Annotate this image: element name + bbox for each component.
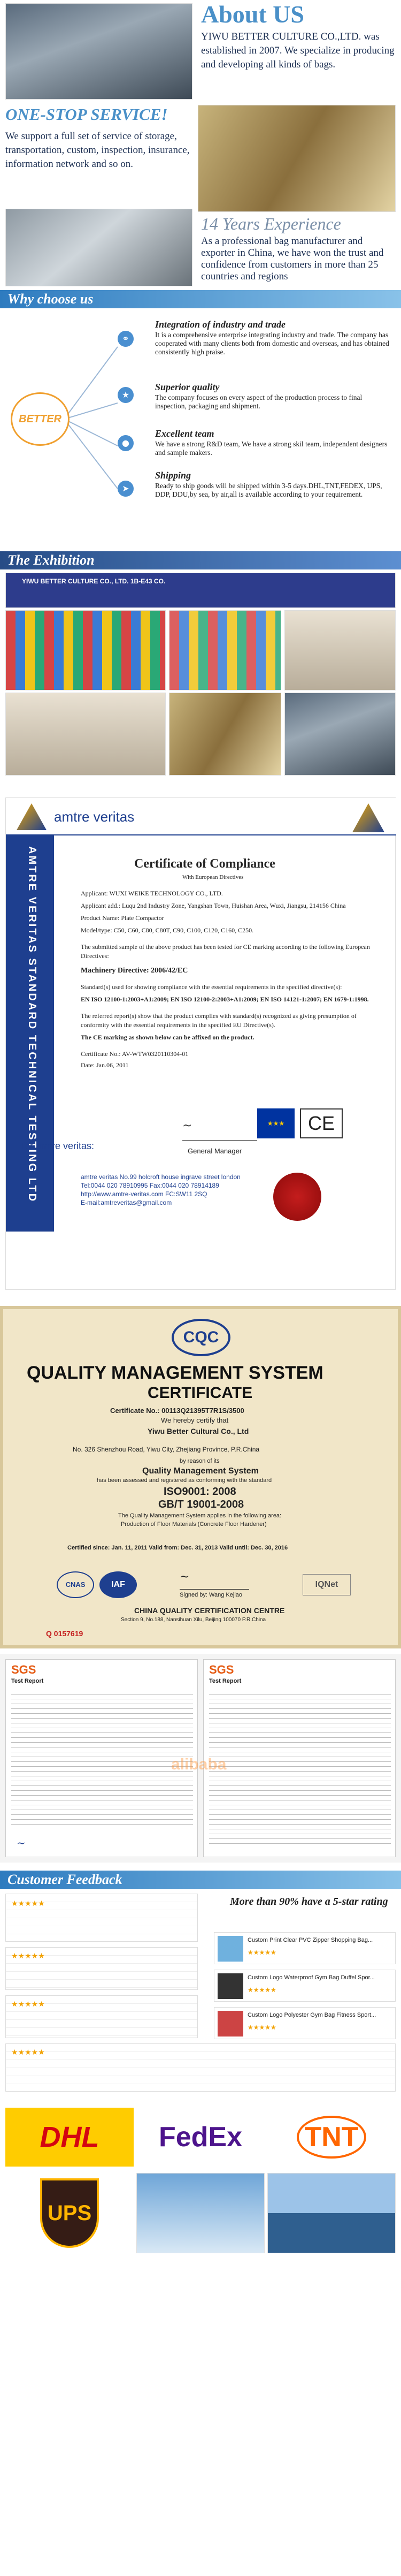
ups-logo <box>5 2173 134 2253</box>
iqnet-badge <box>303 1574 351 1595</box>
sgs-logo-1: SGS <box>11 1663 36 1676</box>
cqc-signed: Signed by: Wang Kejiao <box>180 1592 242 1598</box>
cert1-line: Certificate No.: AV-WTW0320110304-01 <box>81 1050 189 1058</box>
cert1-title: Certificate of Compliance <box>134 857 275 871</box>
tnt-logo-text: TNT <box>297 2116 366 2159</box>
rating-stars-icon: ★★★★★ <box>248 1986 276 1994</box>
warehouse-photo <box>198 105 396 212</box>
cqc-dates: Certified since: Jan. 11, 2011 Valid from: Dec. 31, 2013 Valid until: Dec. 30, 2016 <box>67 1545 288 1551</box>
cert1-line: The CE marking as shown below can be affixed on the product. <box>81 1034 255 1041</box>
sgs-report-label-2: Test Report <box>209 1678 242 1684</box>
cqc-std-2: GB/T 19001-2008 <box>158 1499 244 1510</box>
cqc-address: No. 326 Shenzhou Road, Yiwu City, Zhejiang Province, P.R.China <box>73 1446 260 1453</box>
booth-sign: YIWU BETTER CULTURE CO., LTD. 1B-E43 CO. <box>22 577 166 585</box>
cert1-signer: General Manager <box>188 1147 242 1155</box>
feature-1-title: Integration of industry and trade <box>155 319 286 330</box>
truck-icon: ➤ <box>118 481 134 497</box>
feedback-section <box>0 1889 401 2095</box>
cqc-signature: ~ <box>180 1570 249 1590</box>
iaf-badge <box>99 1571 137 1598</box>
cert1-line: Applicant add.: Luqu 2nd Industry Zone, Yangshan Town, Huishan Area, Wuxi, Jiangsu, 214156 China <box>81 902 346 909</box>
fedex-logo-text: FedEx <box>158 2122 243 2153</box>
cert1-side-band <box>6 835 54 1232</box>
booth-photo <box>5 573 396 608</box>
rating-stars-icon: ★★★★★ <box>11 1952 45 1961</box>
cqc-certificate <box>0 1306 401 1648</box>
review-screenshot-4 <box>5 2043 396 2092</box>
cqc-qms-sub: has been assessed and registered as conforming with the standard <box>97 1477 272 1484</box>
better-badge-label: BETTER <box>19 413 61 425</box>
sgs-report-2-lines <box>209 1690 391 1845</box>
years-text: As a professional bag manufacturer and exporter in China, we have won the trust and confidence from customers in more than 25 countries and regions <box>201 235 384 282</box>
cert1-line: Date: Jan.06, 2011 <box>81 1061 129 1069</box>
cert1-line: Model/type: C50, C60, C80, C80T, C90, C100, C120, C160, C250. <box>81 926 254 934</box>
cert1-line: Product Name: Plate Compactor <box>81 914 164 922</box>
cert1-line: The referred report(s) show that the product complies with standard(s) recognized as giving presumption of conformity with the essential requirements in the specified EU Directive(s). <box>81 1012 357 1029</box>
product-review-title-2: Custom Logo Waterproof Gym Bag Duffel Spor... <box>248 1974 375 1981</box>
years-title: 14 Years Experience <box>201 214 341 233</box>
tnt-logo <box>267 2108 396 2167</box>
cqc-cert-no: Certificate No.: 00113Q21395T7R1S/3500 <box>110 1407 244 1415</box>
rating-stars-icon: ★★★★★ <box>11 1899 45 1908</box>
product-review-title-1: Custom Print Clear PVC Zipper Shopping Bag... <box>248 1937 373 1943</box>
iqnet-badge-label: IQNet <box>315 1580 338 1589</box>
handshake-icon: ⚭ <box>118 331 134 347</box>
red-seal-icon <box>273 1173 321 1221</box>
cqc-centre: CHINA QUALITY CERTIFICATION CENTRE <box>134 1606 285 1615</box>
iaf-badge-label: IAF <box>111 1580 125 1589</box>
cqc-title-1: QUALITY MANAGEMENT SYSTEM <box>27 1363 323 1383</box>
better-badge <box>11 392 70 446</box>
cert1-line: The submitted sample of the above product has been tested for CE marking according to the following European Directives: <box>81 943 370 960</box>
cert1-footer: amtre veritas No.99 holcroft house ingrave street london Tel:0044 020 78910995 Fax:0044 020 78914189 http://www.amtre-veritas.com FC:SW11 2SQ E-mail:amtreveritas@gmail.com <box>81 1173 241 1206</box>
cert1-line: EN ISO 12100-1:2003+A1:2009; EN ISO 12100-2:2003+A1:2009; EN ISO 14121-1:2007; EN 1679-1:1998. <box>81 996 369 1003</box>
cqc-qms: Quality Management System <box>142 1466 259 1476</box>
cqc-logo-icon <box>172 1319 230 1356</box>
cqc-logo-text: CQC <box>183 1328 219 1346</box>
feature-4-title: Shipping <box>155 470 191 481</box>
feature-3-text: We have a strong R&D team, We have a strong skil team, independent designers and sample makers. <box>155 440 388 457</box>
rating-stars-icon: ★★★★★ <box>11 2048 45 2057</box>
cqc-certify: We hereby certify that <box>161 1416 229 1424</box>
ups-shield-icon <box>40 2178 99 2248</box>
product-thumb <box>218 1973 243 1999</box>
review-screenshot-3 <box>5 1995 198 2038</box>
feature-2-text: The company focuses on every aspect of the production process to final inspection, packaging and shipment. <box>155 393 363 410</box>
feature-2-title: Superior quality <box>155 382 220 392</box>
shipping-logos-section <box>0 2103 401 2259</box>
sgs-report-1 <box>5 1659 198 1857</box>
signature-scribble: ~ <box>182 1119 257 1141</box>
sgs-report-2 <box>203 1659 396 1857</box>
rating-stars-icon: ★★★★★ <box>248 2024 276 2031</box>
feature-1-text: It is a comprehensive enterprise integrating industry and trade. The company has cooperated with many clients both from domestic and overseas, and has obtained consistently high praise. <box>155 331 389 356</box>
one-stop-text: We support a full set of service of storage, transportation, custom, inspection, insurance, information network and so on. <box>5 131 190 170</box>
exhibition-header: The Exhibition <box>0 551 401 569</box>
staff-photo-2 <box>169 693 281 776</box>
factory-building-photo <box>5 3 192 100</box>
sgs-signature-1: ~ <box>17 1836 26 1849</box>
feature-3-title: Excellent team <box>155 428 214 439</box>
dhl-logo-text: DHL <box>40 2121 99 2153</box>
cert1-subtitle: With European Directives <box>182 874 244 880</box>
cert1-line: Applicant: WUXI WEIKE TECHNOLOGY CO., LTD. <box>81 890 223 897</box>
product-review-title-3: Custom Logo Polyester Gym Bag Fitness Sport... <box>248 2012 376 2018</box>
sgs-reports-section <box>0 1654 401 1863</box>
amtre-brand: amtre veritas <box>54 809 135 825</box>
cert1-side-text: AMTRE VERITAS STANDARD TECHNICAL TESTING LTD <box>26 846 38 1203</box>
cert1-line: Standard(s) used for showing compliance with the essential requirements in the specified directive(s): <box>81 983 342 991</box>
alibaba-watermark: alibaba <box>171 1756 227 1773</box>
cnas-badge-label: CNAS <box>65 1580 86 1589</box>
staff-photo-1 <box>5 693 166 776</box>
ce-mark: CE <box>300 1108 343 1138</box>
exhibition-section <box>0 571 401 779</box>
cargo-plane-photo <box>136 2173 265 2253</box>
team-icon: ● <box>118 435 134 451</box>
cqc-centre-addr: Section 9, No.188, Nansihuan Xilu, Beijing 100070 P.R.China <box>121 1617 266 1623</box>
cqc-serial: Q 0157619 <box>46 1629 83 1638</box>
product-thumb <box>218 1936 243 1962</box>
cnas-badge <box>57 1571 94 1598</box>
five-star-rating-text: More than 90% have a 5-star rating <box>230 1896 388 1908</box>
feedback-header: Customer Feedback <box>0 1871 401 1889</box>
bag-display-photo-1 <box>5 610 166 690</box>
dhl-logo <box>5 2108 134 2167</box>
ups-logo-text: UPS <box>47 2201 92 2225</box>
cqc-company: Yiwu Better Cultural Co., Ltd <box>148 1427 249 1435</box>
fedex-logo <box>136 2108 265 2167</box>
cqc-scope: The Quality Management System applies in the following area: <box>118 1513 282 1519</box>
about-section <box>0 0 401 289</box>
cert1-for-label: for amtre veritas: <box>22 1141 95 1151</box>
medal-icon: ★ <box>118 387 134 403</box>
about-title: About US <box>201 1 305 28</box>
cqc-title-2: CERTIFICATE <box>148 1384 253 1402</box>
cqc-std-1: ISO9001: 2008 <box>164 1486 236 1498</box>
why-choose-header: Why choose us <box>0 290 401 308</box>
rating-stars-icon: ★★★★★ <box>248 1949 276 1956</box>
cqc-scope-item: Production of Floor Materials (Concrete Floor Hardener) <box>121 1521 267 1528</box>
workshop-photo <box>5 209 192 286</box>
product-review-2 <box>214 1970 396 2002</box>
amtre-veritas-certificate <box>5 797 396 1290</box>
review-screenshot-1 <box>5 1894 198 1942</box>
eu-flag-icon: ★★★ <box>257 1108 295 1138</box>
product-review-3 <box>214 2007 396 2039</box>
why-choose-section <box>0 309 401 529</box>
bag-display-photo-2 <box>169 610 281 690</box>
cert1-line: Machinery Directive: 2006/42/EC <box>81 967 188 975</box>
sgs-report-label-1: Test Report <box>11 1678 44 1684</box>
sgs-logo-2: SGS <box>209 1663 234 1676</box>
booth-overview-photo <box>284 610 396 690</box>
cargo-ship-photo <box>267 2173 396 2253</box>
one-stop-title: ONE-STOP SERVICE! <box>5 105 168 124</box>
product-thumb <box>218 2011 243 2037</box>
rating-stars-icon: ★★★★★ <box>11 2000 45 2009</box>
cqc-by-reason: by reason of its <box>180 1458 220 1464</box>
staff-photo-3 <box>284 693 396 776</box>
sgs-report-1-lines <box>11 1690 193 1829</box>
about-text: YIWU BETTER CULTURE CO.,LTD. was established in 2007. We specialize in producing and developing all kinds of bags. <box>201 31 395 70</box>
review-screenshot-2 <box>5 1947 198 1990</box>
product-review-1 <box>214 1932 396 1964</box>
feature-4-text: Ready to ship goods will be shipped within 3-5 days.DHL,TNT,FEDEX, UPS, DDP, DDU,by sea, by air,all is available according to your requirement. <box>155 482 382 498</box>
cert1-body <box>81 889 380 1070</box>
